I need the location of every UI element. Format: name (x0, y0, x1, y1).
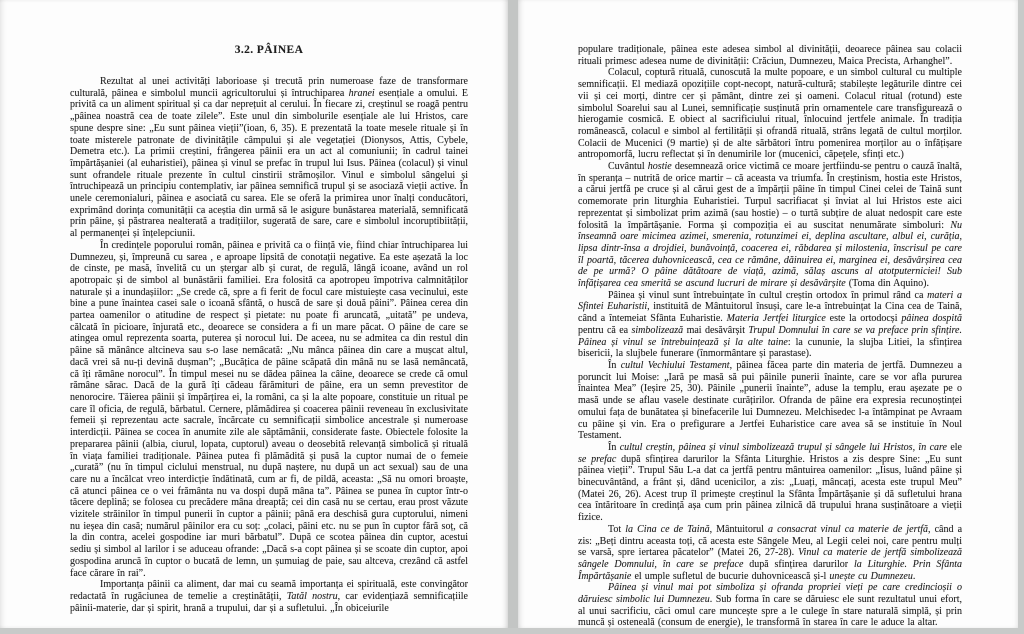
paragraph: Importanța pâinii ca aliment, dar mai cu seamă importanța ei spirituală, este convingător redactată în rugăciunea de temelie a creștinătății, Tatăl nostru, car evidențiază semnificațiile pâinii-materie, dar și spirit, hrană a trupului, dar și a sufletului. „În obiceiurile (70, 579, 468, 614)
paragraph: În credințele poporului român, pâinea e privită ca o ființă vie, fiind chiar întruchiparea lui Dumnezeu, și, împreună cu sarea , e aproape lipsită de conotații negative. Ea este așezată la loc de cinste, pe masă, învelită cu un ștergar alb și curat, de regulă, lângă icoane, având un rol apotropaic și de simbol al bunăstării familiei. Era folosită ca apotropeu împotriva calmnităților naturale și a inundașiilor: „Se crede că, spre a fi ferit de focul care mistuiește casa vecinului, este bine a pune înaintea casei sale o icoană sfântă, o huscă de sare și două pâini”. Pâinea cerea din partea oamenilor o atitudine de respect și pietate: nu poate fi aruncată, „uitată” pe undeva, călcată în picioare, înjurată etc., deoarece se considera a fi un mare păcat. O pâine de care se atingea omul reprezenta soarta, puterea și norocul lui. De aceea, nu se admitea ca din restul din pâine să mănânce altcineva sau s-o lase nemâcată: „Nu mânca pâinea din care a mușcat altul, dacă vrei să nu-ți devină dușman”; „Bucățica de pâine scăpată din mână nu se lasă nemâncată, că îți rămâne norocul”. În timpul mesei nu se dădea pâinea la câine, deoarece se crede că omul rămâne sărac. Dacă de la gură îți cădeau fărămituri de pâine, era un semn prevestitor de nenorocire. Tăierea pâinii și împărțirea ei, la români, ca și la alte popoare, constituie un ritual pe care îl oficia, de regulă, bărbatul. Cernere, plămădirea și coacerea pâinii reveneau în exclusivitate femeii și reprezentau acte sacrale, încărcate cu semnificații simbolice ancestrale și numeroase interdicții. Pâinea se cocea în anumite zile ale săptămânii, considerate faste. Obiectele folosite la prepararea pâinii (albia, ciurul, lopata, cuptorul) aveau o deosebită relevanță simbolică și rituală în viața familiei tradiționale. Pâinea putea fi plămădită și pusă la cuptor numai de o femeie „curată” (nu în timpul ciclului menstrual, nu după naștere, nu după un act sexual) sau de una care nu a încălcat vreo interdicție îndătinată, cum ar fi, de pildă, aceasta: „Să nu omori broaște, că atunci pâinea ce o vei frământa nu va dospi după mâna ta”. Pâinea se punea în cuptor într-o tăcere deplină; se folosea cu precădere mâna dreaptă; cei din casă nu se certau, erau prost văzute vizitele străinilor în timpul punerii în cuptor a pâinii; până era deschisă gura cuptorului, nimeni nu ieșea din casă; numărul pâinilor era cu soț: „colaci, pâini etc. nu se pun în cuptor fără soț, că la din contra, acelei gospodine iar muri bărbatul”. După ce scotea pâinea din cuptor, acestui sediu și simbol al larilor i se aduceau ofrande: „Dacă s-a copt pâinea și se scoate din cuptor, apoi gospodina aruncă în cuptor o bucată de lemn, un șumuiag de paie, sau altceva, crezând că astfel face cărare în rai”. (70, 239, 468, 579)
section-heading: 3.2. PÂINEA (234, 44, 304, 56)
page-right-body (578, 44, 962, 628)
page-gutter (508, 0, 518, 628)
paragraph: populare tradiționale, pâinea este adesea simbol al divinității, deoarece pâinea sau colacii rituali primesc adesea nume de divinității: Crăciun, Dumnezeu, Maica Precista, Arhanghel”. (578, 44, 962, 67)
paragraph: În cultul creștin, pâinea și vinul simbolizează trupul și sângele lui Hristos, în care ele se prefac după sfințirea darurilor la Sfânta Liturghie. Hristos a zis despre Sine: „Eu sunt pâinea vieții”. Trupul Său L-a dat ca jertfă pentru mântuirea oamenilor: „Iisus, luând pâine și binecuvântând, a frânt și, dând ucenicilor, a zis: „Luați, mâncați, acesta este trupul Meu” (Matei 26, 26). Acest trup îl primește creștinul la Sfânta Împărtășanie și dă sufletului hrana cea întăritoare în credință așa cum prin pâinea zilnică dă trupului hrana susținătoare a vieții fizice. (578, 441, 962, 524)
paragraph: Cuvântul hostie desemnează orice victimă ce moare jertfiindu-se pentru o cauză înaltă, în speranța – nutrită de orice martir – că aceasta va triumfa. În creștinism, hostia este Hristos, a cărui jertfă pe cruce și al cărui gest de a împărții pâine în timpul Cinei celei de Taină sunt comemorate prin liturghia Euharistiei. Turpul sacrifiacat și înviat al lui Hristos este aici reprezentat și simbolizat prim azimă (sau hostie) – o turtă subțire de aluat nedospit care este folosită la împărtășanie. Forma și compoziția ei au suscitat nenumărate simboluri: Nu înseamnă oare micimea azimei, smerenia, rotunzimei ei, deplina ascultare, albul ei, curăția, lipsa dintr-însa a drojdiei, bunăvoință, coacerea ei, răbdarea și milostenia, înscrisul pe care îl poartă, tăcerea duhovnicească, cea ce rămâne, dăinuirea ei, marginea ei, desăvârșirea cea de pe urmă? O pâine dătătoare de viață, azimă, sălaș ascuns al atotputerniciei! Sub înfățișarea cea smerită se ascund lucruri de mirare și desăvârșite (Toma din Aquino). (578, 161, 962, 290)
viewer-right-edge (1018, 0, 1024, 628)
paragraph: Pâinea și vinul mai pot simboliza și ofranda propriei vieți pe care credincioșii o dăruiesc simbolic lui Dumnezeu. Sub forma în care se dăruiesc ele sunt rezultatul unui efort, al unui sacrificiu, căci omul care muncește spre a le culege în stare naturală simplă, și prin muncă și osteneală (consum de energie), le transformă în starea în care le aduce la altar. (578, 582, 962, 628)
page-left-body (70, 76, 468, 614)
page-right (518, 0, 1018, 628)
paragraph: Rezultat al unei activități laborioase și trecută prin numeroase faze de transformare culturală, pâinea e simbolul muncii agricultorului și întruchiparea hranei esențiale a omului. E privită ca un aliment spiritual și ca dar neprețuit al cerului. În fiecare zi, creștinul se roagă pentru „pâinea noastră cea de toate zilele”. Este unul din simbolurile esențiale ale lui Hristos, care spune despre sine: „Eu sunt pâinea vieții”(ioan, 6, 35). E prezentată la toate mesele rituale și în toate misterele patronate de divinitățile câmpului și ale vegetației (Dionysos, Attis, Cybele, Demetra etc.). La primii creștini, frângerea pâinii era un act al comuniunii; în cadrul tainei împărtășaniei (al euharistiei), pâinea și vinul se prefac în trupul lui Isus. Pâinea (colacul) și vinul sunt ofrandele rituale prezente în cultul cinstirii strămoșilor. Vinul e simbolul sângelui și întruchipează un principiu contemplativ, iar pâinea semnifică trupul și se asociază vieții active. În unele ceremonialuri, pâinea e asociată cu sarea. Ele se oferă la primirea unor înalți conducători, exprimând dorința comunității ca aceștia din urmă să le asigure bunăstarea materială, semnificată prin pâine, și păstrarea nealterată a tradițiilor, sugerată de sare, care e simbolul incoruptibiității, al permanenței și înțelepciunii. (70, 76, 468, 240)
paragraph: Pâinea și vinul sunt întrebuințate în cultul creștin ortodox în primul rând ca materi a Sfintei Euharistii, instituită de Mântuitorul însuși, care le-a întrebuințat la Cina cea de Taină, când a întemeiat Sfânta Euharistie. Materia Jertfei liturgice este la ortodocși pâinea dospită pentru că ea simbolizează mai desăvârșit Trupul Domnului în care se va preface prin sfințire. Pâinea și vinul se întrebuințează și la alte taine: la cununie, la slujba Litiei, la sfințirea bisericii, la slujbele funerare (înmormântare și parastase). (578, 289, 962, 360)
paragraph: În cultul Vechiului Testament, pâinea făcea parte din materia de jertfă. Dumnezeu a poruncit lui Moise: „Iară pe masă să pui pâinile punerii înainte, care se vor afla pururea înaintea Mea” (Ieșire 25, 30). Pâinile „punerii înainte”, aduse la templu, erau așezate pe o masă unde se aflau vasele destinate curățirilor. Ofranda de pâine era expresia recunoștinței omului fața de bunătatea și binefacerile lui Dumnezeu. Melchisedec l-a întâmpinat pe Avraam cu pâine și vin. Era o prefigurare a Jertfei Euharistice care avea să se instituie în Noul Testament. (578, 359, 962, 442)
page-left (0, 0, 508, 628)
paragraph: Colacul, coptură rituală, cunoscută la multe popoare, e un simbol cultural cu multiple semnificații. El mediază opozițiile copt-necopt, natură-cultură; stabilește legăturile dintre cei vii și cei morți, dintre cer și pământ, dintre zei și oameni. Colacul ritual (rotund) este simbolul Soarelui sau al Lunei, semnificație susținută prin ornamentele care transfigurează o hierogamie cosmică. E obiect al sacrificiului ritual, înlocuind jertfele animale. În tradiția românească, colacul e simbol al fertilității și ofrandă rituală, strâns legată de cultul morților. Colacii de Mucenici (9 martie) și de alte sărbători întru pomenirea morților au o înfățișare antropomorfă, lucru reflectat și în denumirile lor (mucenici, căpețele, sfinți etc.) (578, 67, 962, 161)
paragraph: Tot la Cina ce de Taină, Mântuitorul a consacrat vinul ca materie de jertfă, când a zis: „Beți dintru aceasta toți, că acesta este Sângele Meu, al Legii celei noi, care pentru mulți se varsă, spre iertarea păcatelor” (Matei 26, 27-28). Vinul ca materie de jertfă simbolizează sângele Domnului, în care se preface după sfințirea darurilor la Liturghie. Prin Sfânta Împărtășanie el umple sufletul de bucurie duhovnicească și-l unește cu Dumnezeu. (578, 523, 963, 582)
